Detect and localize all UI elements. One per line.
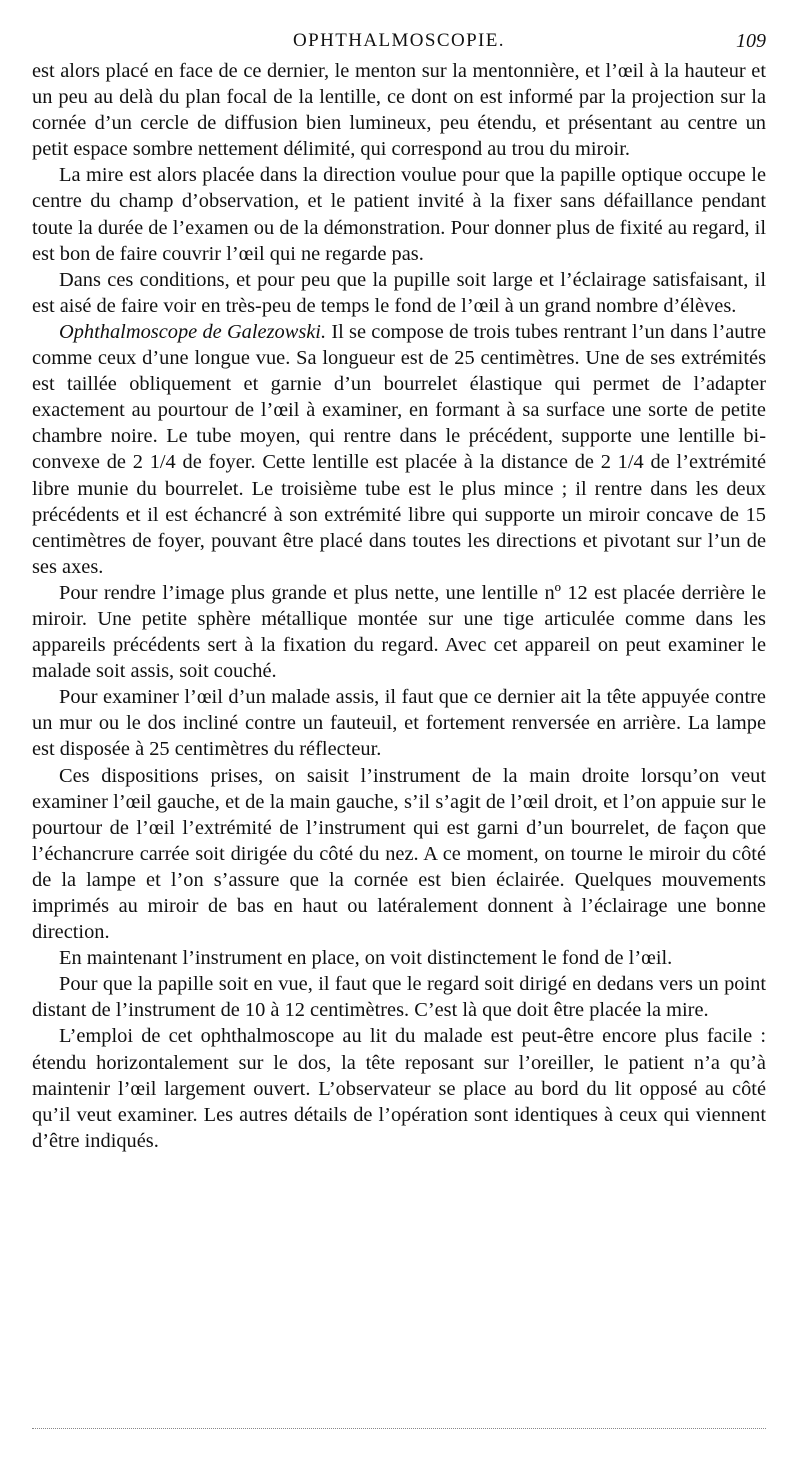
paragraph-1 [32,58,766,162]
paragraph-9 [32,971,766,1023]
paragraph-6 [32,684,766,762]
section-lead-italic: Ophthalmoscope de Galezowski. [59,320,327,343]
paragraph-text: Pour que la papille soit en vue, il faut que le regard soit dirigé en dedans vers un point distant de l’instrument de 10 à 12 centimètres. C’est là que doit être placée la mire. [32,973,766,1022]
page-number: 109 [736,30,766,52]
paragraph-8 [32,945,766,971]
paragraph-5 [32,580,766,684]
paragraph-7 [32,763,766,946]
paragraph-text: Pour rendre l’image plus grande et plus nette, une lentille nº 12 est placée derrière le miroir. Une petite sphère métallique montée sur une tige articulée comme dans les appareils précédents sert à la fixation du regard. Avec cet appareil on peut examiner le malade soit assis, soit couché. [32,581,766,683]
paragraph-text: Pour examiner l’œil d’un malade assis, il faut que ce dernier ait la tête appuyée contre un mur ou le dos incliné contre un fauteuil, et fortement renversée en arrière. La lampe est disposée à 25 centimètres du réflecteur. [32,686,766,761]
paragraph-4 [32,319,766,580]
paragraph-text: En maintenant l’instrument en place, on voit distinctement le fond de l’œil. [59,947,673,970]
paragraph-text: Ces dispositions prises, on saisit l’instrument de la main droite lorsqu’on veut examiner l’œil gauche, et de la main gauche, s’il s’agit de l’œil droit, et l’on appuie sur le pourtour de l’œil l’extrémité de l’instrument qui est garni d’un bourrelet, de façon que l’échancrure carrée soit dirigée du côté du nez. A ce moment, on tourne le miroir du côté de la lampe et l’on s’assure que la cornée est bien éclairée. Quelques mouvements imprimés au miroir de bas en haut ou latéralement donnent à l’éclairage une bonne direction. [32,764,766,944]
footer-dotted-rule [32,1428,766,1429]
paragraph-text: Dans ces conditions, et pour peu que la pupille soit large et l’éclairage satisfaisant, il est aisé de faire voir en très-peu de temps le fond de l’œil à un grand nombre d’élèves. [32,268,766,317]
paragraph-2 [32,162,766,266]
paragraph-text: est alors placé en face de ce dernier, le menton sur la mentonnière, et l’œil à la hauteur et un peu au delà du plan focal de la lentille, ce dont on est informé par la projection sur la cornée d’un cercle de diffusion bien lumineux, peu étendu, et présentant au centre un petit espace sombre nettement délimité, qui correspond au trou du miroir. [32,60,766,161]
page-body [32,58,766,1154]
running-title: OPHTHALMOSCOPIE. [293,30,505,51]
paragraph-text: Il se compose de trois tubes rentrant l’un dans l’autre comme ceux d’une longue vue. Sa longueur est de 25 centimètres. Une de ses extrémités est taillée obliquement et garnie d’un bourrelet élastique qui permet de l’adapter exactement au pourtour de l’œil à examiner, en formant à sa surface une sorte de petite chambre noire. Le tube moyen, qui rentre dans le précédent, supporte une lentille bi-convexe de 2 1/4 de foyer. Cette lentille est placée à la distance de 2 1/4 de l’extrémité libre munie du bourrelet. Le troisième tube est le plus mince ; il rentre dans les deux précédents et il est échancré à son extrémité libre qui supporte un miroir concave de 15 centimètres de foyer, pouvant être placé dans toutes les directions et pivotant sur l’un de ses axes. [32,320,766,578]
paragraph-3 [32,267,766,319]
paragraph-10 [32,1023,766,1153]
paragraph-text: La mire est alors placée dans la direction voulue pour que la papille optique occupe le centre du champ d’observation, et le patient invité à la fixer sans défaillance pendant toute la durée de l’examen ou de la démonstration. Pour donner plus de fixité au regard, il est bon de faire couvrir l’œil qui ne regarde pas. [32,164,766,265]
paragraph-text: L’emploi de cet ophthalmoscope au lit du malade est peut-être encore plus facile : étendu horizontalement sur le dos, la tête reposant sur l’oreiller, le patient n’a qu’à maintenir l’œil largement ouvert. L’observateur se place au bord du lit opposé au côté qu’il veut examiner. Les autres détails de l’opération sont identiques à ceux qui viennent d’être indiqués. [32,1025,766,1152]
page-header [32,0,766,58]
